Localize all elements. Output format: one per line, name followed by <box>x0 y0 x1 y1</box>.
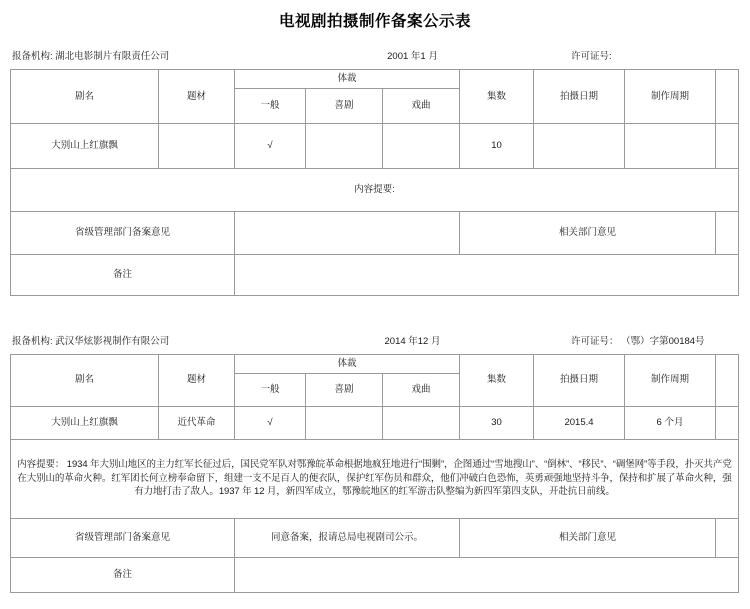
related-department-value <box>716 211 739 254</box>
record-header-2 <box>10 333 740 349</box>
content-summary-row <box>11 168 739 211</box>
remarks-value <box>235 254 739 295</box>
remarks-label: 备注 <box>11 254 235 295</box>
cell-shoot-date: 2015.4 <box>534 406 625 439</box>
col-header-production-cycle: 制作周期 <box>625 354 716 406</box>
col-header-spacer <box>716 70 739 124</box>
filing-table-1 <box>10 69 739 296</box>
col-header-drama-name: 剧名 <box>11 354 159 406</box>
content-summary-row <box>11 439 739 518</box>
col-header-genre-opera: 戏曲 <box>383 373 460 406</box>
license-number-1: 许可证号: <box>571 51 612 62</box>
cell-genre-general: √ <box>235 406 306 439</box>
cell-shoot-date <box>534 123 625 168</box>
table-header-row <box>11 354 739 373</box>
cell-episodes: 30 <box>460 406 534 439</box>
col-header-genre: 体裁 <box>235 354 460 373</box>
col-header-genre-general: 一般 <box>235 88 306 123</box>
col-header-spacer <box>716 354 739 406</box>
record-header-1 <box>10 48 740 64</box>
col-header-shoot-date: 拍摄日期 <box>534 70 625 124</box>
col-header-genre-opera: 戏曲 <box>383 88 460 123</box>
col-header-genre: 体裁 <box>235 70 460 89</box>
provincial-opinion-value: 同意备案，报请总局电视剧司公示。 <box>235 518 460 557</box>
provincial-opinion-label: 省级管理部门备案意见 <box>11 518 235 557</box>
document-page <box>0 9 750 609</box>
col-header-episodes: 集数 <box>460 354 534 406</box>
remarks-label: 备注 <box>11 557 235 592</box>
reporting-organization-2: 报备机构: 武汉华炫影视制作有限公司 <box>12 335 170 347</box>
filing-table-2 <box>10 354 739 593</box>
provincial-opinion-row <box>11 518 739 557</box>
col-header-genre-comedy: 喜剧 <box>306 373 383 406</box>
cell-genre-comedy <box>306 123 383 168</box>
content-summary-label: 内容提要: <box>11 168 739 211</box>
col-header-subject: 题材 <box>159 70 235 124</box>
related-department-label: 相关部门意见 <box>460 518 716 557</box>
related-department-label: 相关部门意见 <box>460 211 716 254</box>
cell-drama-name: 大别山上红旗飘 <box>11 123 159 168</box>
provincial-opinion-label: 省级管理部门备案意见 <box>11 211 235 254</box>
license-number-2: 许可证号： （鄂）字第00184号 <box>571 335 705 347</box>
col-header-episodes: 集数 <box>460 70 534 124</box>
page-title: 电视剧拍摄制作备案公示表 <box>278 13 471 30</box>
cell-genre-general: √ <box>235 123 306 168</box>
col-header-genre-general: 一般 <box>235 373 306 406</box>
table-header-row <box>11 70 739 89</box>
cell-production-cycle <box>625 123 716 168</box>
cell-subject <box>159 123 235 168</box>
table-row <box>11 123 739 168</box>
provincial-opinion-value <box>235 211 460 254</box>
provincial-opinion-row <box>11 211 739 254</box>
col-header-shoot-date: 拍摄日期 <box>534 354 625 406</box>
cell-production-cycle: 6 个月 <box>625 406 716 439</box>
filing-date-2: 2014 年12 月 <box>384 335 441 347</box>
cell-spacer <box>716 123 739 168</box>
col-header-drama-name: 剧名 <box>11 70 159 124</box>
cell-genre-opera <box>383 123 460 168</box>
remarks-row <box>11 557 739 592</box>
remarks-value <box>235 557 739 592</box>
filing-date-1: 2001 年1 月 <box>387 51 438 62</box>
cell-drama-name: 大别山上红旗飘 <box>11 406 159 439</box>
table-row <box>11 406 739 439</box>
content-summary-text: 内容提要： 1934 年大别山地区的主力红军长征过后，国民党军队对鄂豫皖革命根据地疯狂地进行“围剿”，企图通过“雪地搜山”、“倒林”、“移民”、“碉堡网”等手段，扑灭共产党在大别山的革命火种。红军团长何立榜奉命留下，组建一支不足百人的便衣队，保护红军伤员和群众，他们冲破白色恐怖，英勇顽强地坚持斗争，保持和扩展了革命火种，强有力地打击了敌人。1937 年 12 月，新四军成立，鄂豫皖地区的红军游击队整编为新四军第四支队，开赴抗日前线。 <box>11 439 739 518</box>
cell-subject: 近代革命 <box>159 406 235 439</box>
col-header-subject: 题材 <box>159 354 235 406</box>
cell-spacer <box>716 406 739 439</box>
cell-genre-comedy <box>306 406 383 439</box>
reporting-organization-1: 报备机构: 湖北电影制片有限责任公司 <box>12 51 170 62</box>
cell-genre-opera <box>383 406 460 439</box>
col-header-genre-comedy: 喜剧 <box>306 88 383 123</box>
related-department-value <box>716 518 739 557</box>
remarks-row <box>11 254 739 295</box>
col-header-production-cycle: 制作周期 <box>625 70 716 124</box>
cell-episodes: 10 <box>460 123 534 168</box>
